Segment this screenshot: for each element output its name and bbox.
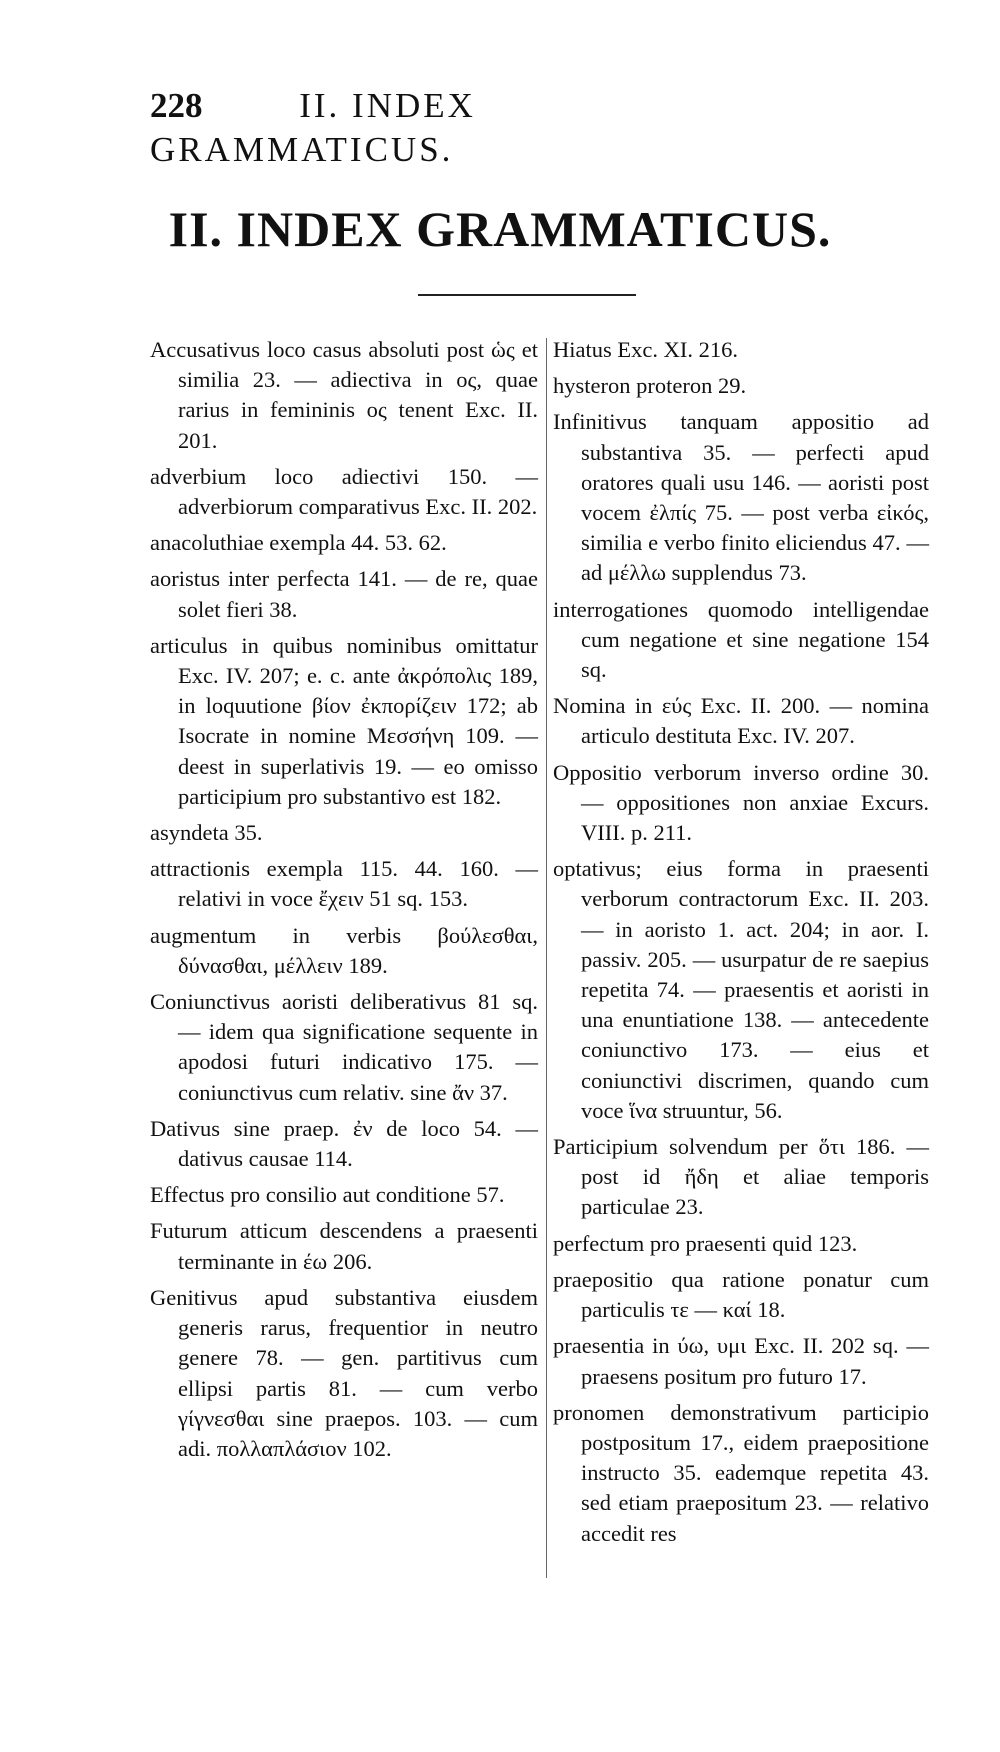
index-entry-attractionis: attractionis exempla 115. 44. 160. — relativi in voce ἔχειν 51 sq. 153.	[150, 856, 538, 912]
index-entry-anacoluthiae: anacoluthiae exempla 44. 53. 62.	[150, 530, 447, 556]
index-entry-dativus: Dativus sine praep. ἐν de loco 54. — dativus causae 114.	[150, 1115, 538, 1172]
title-rule	[418, 294, 636, 296]
running-head	[150, 84, 790, 172]
index-entry-perfectum: perfectum pro praesenti quid 123.	[553, 1230, 858, 1256]
index-entry-praepositio: praepositio qua ratione ponatur cum particulis τε — καί 18.	[553, 1266, 929, 1323]
index-entry-augmentum: augmentum in verbis βούλεσθαι, δύνασθαι, μέλλειν 189.	[150, 922, 538, 978]
index-entry-pronomen: pronomen demonstrativum participio postpositum 17., eidem praepositione instructo 35. eademque repetita 43. sed etiam praepositum 23. — relativo accedit res	[553, 1399, 929, 1546]
index-entry-adverbium: adverbium loco adiectivi 150. — adverbiorum comparativus Exc. II. 202.	[150, 463, 538, 520]
index-entry-infinitivus: Infinitivus tanquam appositio ad substantiva 35. — perfecti apud oratores quali usu 146. — aoristi post vocem ἐλπίς 75. — post verba εἰκός, similia e verbo finito eliciendus 47. — ad μέλλω supplendus 73.	[553, 409, 929, 586]
page-title: II. INDEX GRAMMATICUS.	[168, 201, 832, 257]
index-entry-hysteron: hysteron proteron 29.	[553, 373, 747, 399]
index-entry-praesentia: praesentia in ύω, υμι Exc. II. 202 sq. — praesens positum pro futuro 17.	[553, 1333, 929, 1389]
index-entry-effectus: Effectus pro consilio aut conditione 57.	[150, 1182, 505, 1208]
index-entry-nomina: Nomina in εύς Exc. II. 200. — nomina articulo destituta Exc. IV. 207.	[553, 693, 929, 749]
index-entry-asyndeta: asyndeta 35.	[150, 820, 263, 846]
index-entry-futurum: Futurum atticum descendens a praesenti terminante in έω 206.	[150, 1218, 538, 1274]
index-entry-interrogationes: interrogationes quomodo intelligendae cum negatione et sine negatione 154 sq.	[553, 596, 929, 683]
right-column	[553, 335, 929, 1555]
index-entry-accusativus: Accusativus loco casus absoluti post ὡς et similia 23. — adiectiva in ος, quae rarius in femininis ος tenent Exc. II. 201.	[150, 337, 538, 453]
index-entry-genitivus: Genitivus apud substantiva eiusdem generis rarus, frequentior in neutro genere 78. — gen. partitivus cum ellipsi partis 81. — cum verbo γίγνεσθαι sine praepos. 103. — cum adi. πολλαπλάσιον 102.	[150, 1284, 538, 1461]
running-title: II. INDEX GRAMMATICUS.	[150, 86, 476, 169]
column-divider	[546, 338, 547, 1578]
index-entry-articulus: articulus in quibus nominibus omittatur Exc. IV. 207; e. c. ante ἀκρόπολις 189, in loquutione βίον ἐκπορίζειν 172; ab Isocrate in nomine Μεσσήνη 109. — deest in superlativis 19. — eo omisso participium pro substantivo est 182.	[150, 632, 538, 809]
index-entry-hiatus: Hiatus Exc. XI. 216.	[553, 337, 738, 362]
left-column	[150, 335, 538, 1470]
index-entry-optativus: optativus; eius forma in praesenti verborum contractorum Exc. II. 203. — in aoristo 1. act. 204; in aor. I. passiv. 205. — usurpatur de re saepius repetita 74. — praesentis et aoristi in una enuntiatione 138. — antecedente coniunctivo 173. — eius et coniunctivi discrimen, quando cum voce ἵνα struuntur, 56.	[553, 856, 929, 1123]
page-number: 228	[150, 86, 203, 125]
index-entry-aoristus: aoristus inter perfecta 141. — de re, quae solet fieri 38.	[150, 566, 538, 622]
index-entry-coniunctivus: Coniunctivus aoristi deliberativus 81 sq. — idem qua significatione sequente in apodosi futuri indicativo 175. — coniunctivus cum relativ. sine ἄν 37.	[150, 989, 538, 1105]
index-entry-participium: Participium solvendum per ὅτι 186. — post id ἤδη et aliae temporis particulae 23.	[553, 1134, 929, 1220]
index-entry-oppositio: Oppositio verborum inverso ordine 30. — oppositiones non anxiae Excurs. VIII. p. 211.	[553, 759, 929, 846]
